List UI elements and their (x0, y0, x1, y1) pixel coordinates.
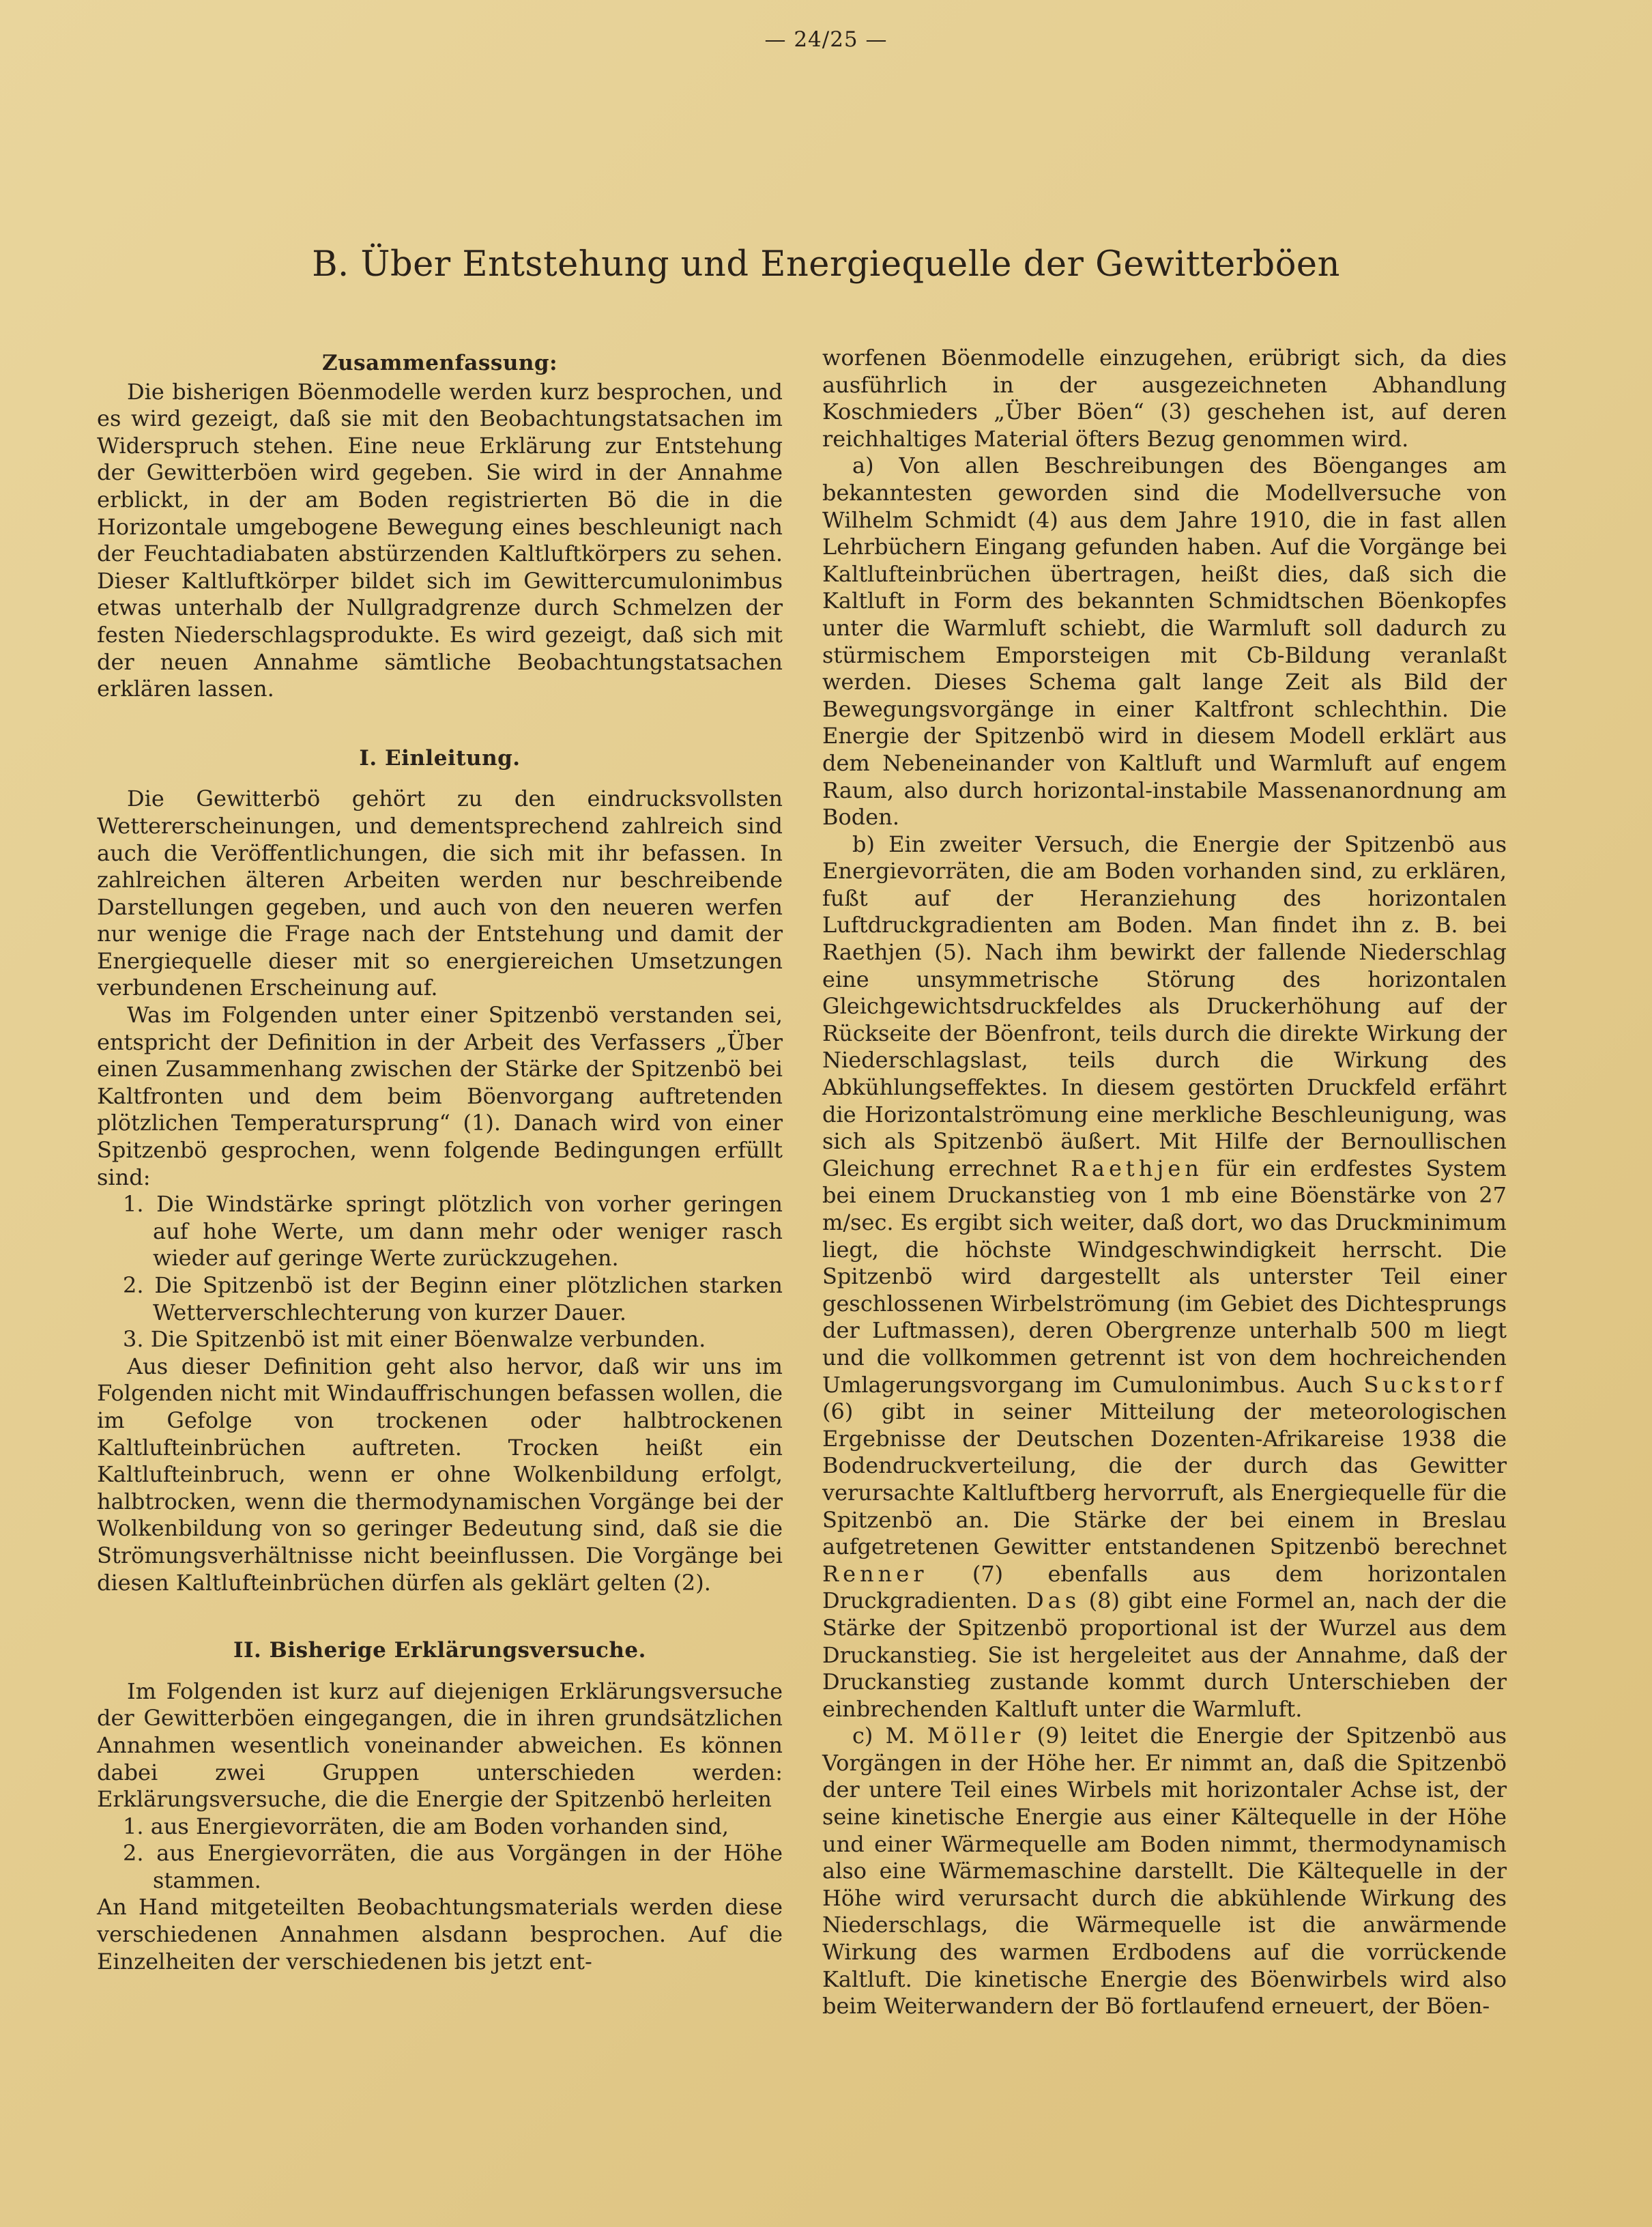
intro-paragraph-2: Was im Folgenden unter einer Spitzenbö verstanden sei, entspricht der Definition in der Arbeit des Verfassers „Über einen Zusammenhang zwischen der Stärke der Spitzenbö bei Kaltfronten und dem beim Böenvorgang auftretenden plötzlichen Temperatursprung“ (1). Danach wird von einer Spitzenbö gesprochen, wenn folgende Bedingungen erfüllt sind: (97, 1002, 783, 1190)
model-c-paragraph (822, 1723, 1507, 2020)
model-b-text-5: (8) gibt eine Formel an, nach der die Stärke der Spitzenbö proportional ist der Wurzel aus dem Druckanstieg. Sie ist hergeleitet aus der Annahme, daß der Druckanstieg zustande kommt durch Unterschieben der einbrechenden Kaltluft unter die Warmluft. (822, 1587, 1507, 1722)
previous-attempts-heading: II. Bisherige Erklärungsversuche. (233, 1638, 646, 1663)
left-column (97, 345, 783, 1975)
group-item-2: 2. aus Energievorräten, die aus Vorgängen in der Höhe stammen. (123, 1840, 783, 1893)
page-number: — 24/25 — (764, 27, 888, 52)
author-renner: Renner (822, 1560, 928, 1587)
model-b-text-1: b) Ein zweiter Versuch, die Energie der Spitzenbö aus Energievorräten, die am Boden vorhanden sind, zu erklären, fußt auf der Heranziehung des horizontalen Luftdruckgradienten am Boden. Man findet ihn z. B. bei Raethjen (5). Nach ihm bewirkt der fallende Niederschlag eine unsymmetrische Störung des horizontalen Gleichgewichtsdruckfeldes als Druckerhöhung auf der Rückseite der Böenfront, teils durch die direkte Wirkung der Niederschlagslast, teils durch die Wirkung des Abkühlungseffektes. In diesem gestörten Druckfeld erfährt die Horizontalströmung eine merkliche Beschleunigung, was sich als Spitzenbö äußert. Mit Hilfe der Bernoullischen Gleichung errechnet (822, 831, 1507, 1181)
model-c-label: c) M. (852, 1723, 915, 1749)
model-c-text: (9) leitet die Energie der Spitzenbö aus Vorgängen in der Höhe her. Er nimmt an, daß die Spitzenbö der untere Teil eines Wirbels mit horizontaler Achse ist, der seine kinetische Energie aus einer Kältequelle in der Höhe und einer Wärmequelle am Boden nimmt, thermodynamisch also eine Wärmemaschine darstellt. Die Kältequelle in der Höhe wird verursacht durch die abkühlende Wirkung des Niederschlags, die Wärmequelle ist die anwärmende Wirkung des warmen Erdbodens auf die vorrückende Kaltluft. Die kinetische Energie des Böenwirbels wird also beim Weiterwandern der Bö fortlaufend erneuert, der Böen- (822, 1723, 1507, 2020)
model-b-text-3: (6) gibt in seiner Mitteilung der meteorologischen Ergebnisse der Deutschen Dozenten-Afrikareise 1938 die Bodendruckverteilung, die der durch das Gewitter verursachte Kaltluftberg hervorruft, als Energiequelle für die Spitzenbö an. Die Stärke der bei einem in Breslau aufgetretenen Gewitter entstandenen Spitzenbö berechnet (822, 1398, 1507, 1560)
intro-paragraph-1: Die Gewitterbö gehört zu den eindrucksvollsten Wettererscheinungen, und dementsprechend zahlreich sind auch die Veröffentlichungen, die sich mit ihr befassen. In zahlreichen älteren Arbeiten werden nur beschreibende Darstellungen gegeben, und auch von den neueren werfen nur wenige die Frage nach der Entstehung und damit der Energiequelle dieser mit so energiereichen Umsetzungen verbundenen Erscheinung auf. (97, 786, 783, 1001)
author-moeller: Möller (927, 1723, 1025, 1749)
summary-heading: Zusammenfassung: (321, 351, 558, 375)
continuation-paragraph: worfenen Böenmodelle einzugehen, erübrigt sich, da dies ausführlich in der ausgezeichneten Abhandlung Koschmieders „Über Böen“ (3) geschehen ist, auf deren reichhaltiges Material öfters Bezug genommen wird. (822, 345, 1507, 452)
intro-paragraph-3: Aus dieser Definition geht also hervor, daß wir uns im Folgenden nicht mit Windauffrischungen befassen wollen, die im Gefolge von trockenen oder halbtrockenen Kaltlufteinbrüchen auftreten. Trocken heißt ein Kaltlufteinbruch, wenn er ohne Wolkenbildung erfolgt, halbtrocken, wenn die thermodynamischen Vorgänge bei der Wolkenbildung von so geringer Bedeutung sind, daß sie die Strömungsverhältnisse nicht beeinflussen. Die Vorgänge bei diesen Kaltlufteinbrüchen dürfen als geklärt gelten (2). (97, 1353, 783, 1596)
previous-attempts-paragraph-2: An Hand mitgeteilten Beobachtungsmaterials werden diese verschiedenen Annahmen alsdann besprochen. Auf die Einzelheiten der verschiedenen bis jetzt ent- (97, 1894, 783, 1974)
model-a-paragraph: a) Von allen Beschreibungen des Böenganges am bekanntesten geworden sind die Modellversuche von Wilhelm Schmidt (4) aus dem Jahre 1910, die in fast allen Lehrbüchern Eingang gefunden haben. Auf die Vorgänge bei Kaltlufteinbrüchen übertragen, heißt dies, daß sich die Kaltluft in Form des bekannten Schmidtschen Böenkopfes unter die Warmluft schiebt, die Warmluft soll dadurch zu stürmischem Emporsteigen mit Cb-Bildung veranlaßt werden. Dieses Schema galt lange Zeit als Bild der Bewegungsvorgänge in einer Kaltfront schlechthin. Die Energie der Spitzenbö wird in diesem Modell erklärt aus dem Nebeneinander von Kaltluft und Warmluft auf engem Raum, also durch horizontal-instabile Massenanordnung am Boden. (822, 452, 1507, 831)
condition-item-3: 3. Die Spitzenbö ist mit einer Böenwalze verbunden. (123, 1326, 706, 1353)
author-das: Das (1026, 1587, 1081, 1614)
author-suckstorf: Suckstorf (1363, 1371, 1507, 1398)
condition-item-2: 2. Die Spitzenbö ist der Beginn einer plötzlichen starken Wetterverschlechterung von kurzer Dauer. (123, 1272, 783, 1325)
page-title: B. Über Entstehung und Energiequelle der Gewitterböen (312, 244, 1340, 285)
right-column (822, 345, 1507, 2020)
author-raethjen: Raethjen (1071, 1155, 1203, 1181)
intro-heading: I. Einleitung. (359, 745, 521, 771)
model-b-text-2: für ein erdfestes System bei einem Druckanstieg von 1 mb eine Böenstärke von 27 m/sec. Es ergibt sich weiter, daß dort, wo das Druckminimum liegt, die höchste Windgeschwindigkeit herrscht. Die Spitzenbö wird dargestellt als unterster Teil einer geschlossenen Wirbelströmung (im Gebiet des Dichtesprungs der Luftmassen), deren Obergrenze unterhalb 500 m liegt und die vollkommen getrennt ist von dem hochreichenden Umlagerungsvorgang im Cumulonimbus. Auch (822, 1155, 1507, 1398)
model-b-text-4: (7) ebenfalls aus dem horizontalen Druckgradienten. (822, 1560, 1507, 1614)
model-b-paragraph (822, 831, 1507, 1723)
previous-attempts-paragraph-1: Im Folgenden ist kurz auf diejenigen Erklärungsversuche der Gewitterböen eingegangen, die in ihren grundsätzlichen Annahmen wesentlich voneinander abweichen. Es können dabei zwei Gruppen unterschieden werden: Erklärungsversuche, die die Energie der Spitzenbö herleiten (97, 1678, 783, 1813)
summary-paragraph: Die bisherigen Böenmodelle werden kurz besprochen, und es wird gezeigt, daß sie mit den Beobachtungstatsachen im Widerspruch stehen. Eine neue Erklärung zur Entstehung der Gewitterböen wird gegeben. Sie wird in der Annahme erblickt, in der am Boden registrierten Bö die in die Horizontale umgebogene Bewegung eines beschleunigt nach der Feuchtadiabaten abstürzenden Kaltluftkörpers zu sehen. Dieser Kaltluftkörper bildet sich im Gewittercumulonimbus etwas unterhalb der Nullgradgrenze durch Schmelzen der festen Niederschlagsprodukte. Es wird gezeigt, daß sich mit der neuen Annahme sämtliche Beobachtungstatsachen erklären lassen. (97, 378, 783, 702)
condition-item-1: 1. Die Windstärke springt plötzlich von vorher geringen auf hohe Werte, um dann mehr oder weniger rasch wieder auf geringe Werte zurückzugehen. (123, 1191, 783, 1271)
group-item-1: 1. aus Energievorräten, die am Boden vorhanden sind, (123, 1813, 729, 1839)
